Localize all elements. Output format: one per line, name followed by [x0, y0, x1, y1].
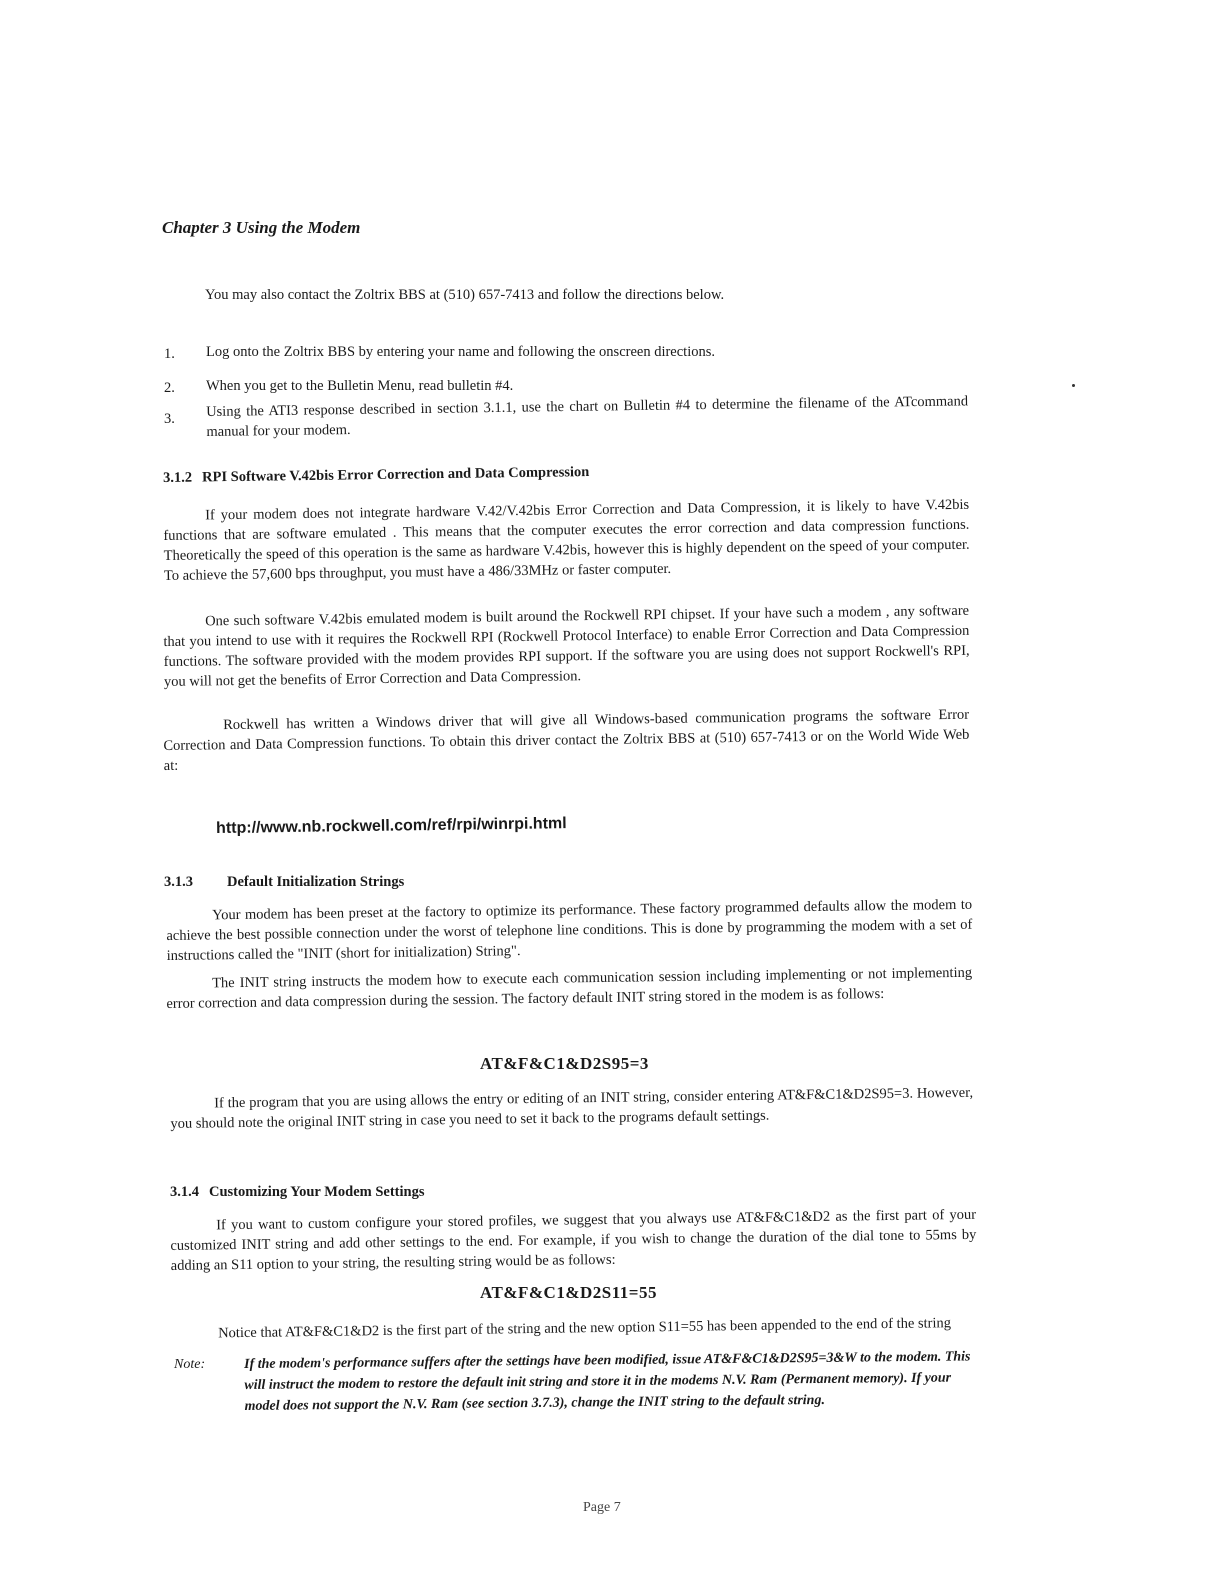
section-number: 3.1.3	[164, 874, 193, 890]
step-number: 3.	[164, 411, 175, 427]
chapter-title: Chapter 3 Using the Modem	[162, 218, 361, 237]
section-title: Default Initialization Strings	[227, 874, 405, 890]
custom-init-string: AT&F&C1&D2S11=55	[480, 1283, 657, 1302]
section-number: 3.1.2	[163, 469, 193, 486]
section-title: Customizing Your Modem Settings	[209, 1184, 425, 1200]
note-label: Note:	[174, 1357, 206, 1372]
paragraph: If the program that you are using allows the entry or editing of an INIT string, consider entering AT&F&C1&D2S95=3. However, you should note the original INIT string in case you need to set it back to the programs default settings.	[170, 1084, 974, 1132]
paragraph: The INIT string instructs the modem how to execute each communication session including implementing or not implementing error correction and data compression during the session. The factory default INIT string stored in the modem is as follows:	[166, 964, 973, 1012]
default-init-string: AT&F&C1&D2S95=3	[480, 1054, 649, 1073]
step-text: Log onto the Zoltrix BBS by entering your name and following the onscreen directions.	[206, 344, 716, 360]
note-text: If the modem's performance suffers after the settings have been modified, issue AT&F&C1&D2S95=3&W to the modem. This will instruct the modem to restore the default init string and store it in the modems N.V. Ram (Permanent memory). If your model does not support the N.V. Ram (see section 3.7.3), change the INIT string to the default string.	[244, 1349, 971, 1414]
step-text: Using the ATI3 response described in section 3.1.1, use the chart on Bulletin #4 to determine the filename of the ATcommand manual for your modem.	[206, 393, 969, 440]
step-number: 2.	[164, 380, 175, 396]
step-number: 1.	[164, 346, 175, 362]
paragraph: One such software V.42bis emulated modem is built around the Rockwell RPI chipset. If your have such a modem , any software that you intend to use with it requires the Rockwell RPI (Rockwell Protocol Interface) to enable Error Correction and Data Compression functions. The software provided with the modem provides RPI support. If the software you are using does not support Rockwell's RPI, you will not get the benefits of Error Correction and Data Compression.	[163, 602, 970, 690]
intro-text: You may also contact the Zoltrix BBS at (510) 657-7413 and follow the directions below.	[205, 287, 725, 303]
section-heading-3-1-4	[170, 1184, 425, 1201]
section-heading-3-1-2	[163, 464, 589, 487]
paragraph: If you want to custom configure your stored profiles, we suggest that you always use AT&F&C1&D2 as the first part of your customized INIT string and add other settings to the end. For example, if you wish to change the duration of the dial tone to 55ms by adding an S11 option to your string, the resulting string would be as follows:	[170, 1206, 977, 1274]
scan-speck	[1072, 384, 1075, 387]
paragraph: Your modem has been preset at the factory to optimize its performance. These factory programmed defaults allow the modem to achieve the best possible connection under the worst of telephone line conditions. This is done by programming the modem with a set of instructions called the "INIT (short for initialization) String".	[166, 896, 973, 964]
paragraph: Rockwell has written a Windows driver that will give all Windows-based communication programs the software Error Correction and Data Compression functions. To obtain this driver contact the Zoltrix BBS at (510) 657-7413 or on the World Wide Web at:	[163, 706, 970, 774]
section-number: 3.1.4	[170, 1184, 199, 1200]
paragraph: If your modem does not integrate hardware V.42/V.42bis Error Correction and Data Compression, it is likely to have V.42bis functions that are software emulated . This means that the computer executes the error correction and data compression functions. Theoretically the speed of this operation is the same as hardware V.42bis, however this is highly dependent on the speed of your computer. To achieve the 57,600 bps throughput, you must have a 486/33MHz or faster computer.	[163, 496, 970, 584]
step-text: When you get to the Bulletin Menu, read bulletin #4.	[206, 378, 514, 394]
rockwell-url: http://www.nb.rockwell.com/ref/rpi/winrpi.html	[216, 815, 567, 837]
page-number: Page 7	[583, 1500, 621, 1515]
section-title: RPI Software V.42bis Error Correction and Data Compression	[201, 464, 590, 486]
section-heading-3-1-3	[164, 874, 404, 891]
paragraph: Notice that AT&F&C1&D2 is the first part of the string and the new option S11=55 has been appended to the end of the string	[218, 1315, 952, 1342]
